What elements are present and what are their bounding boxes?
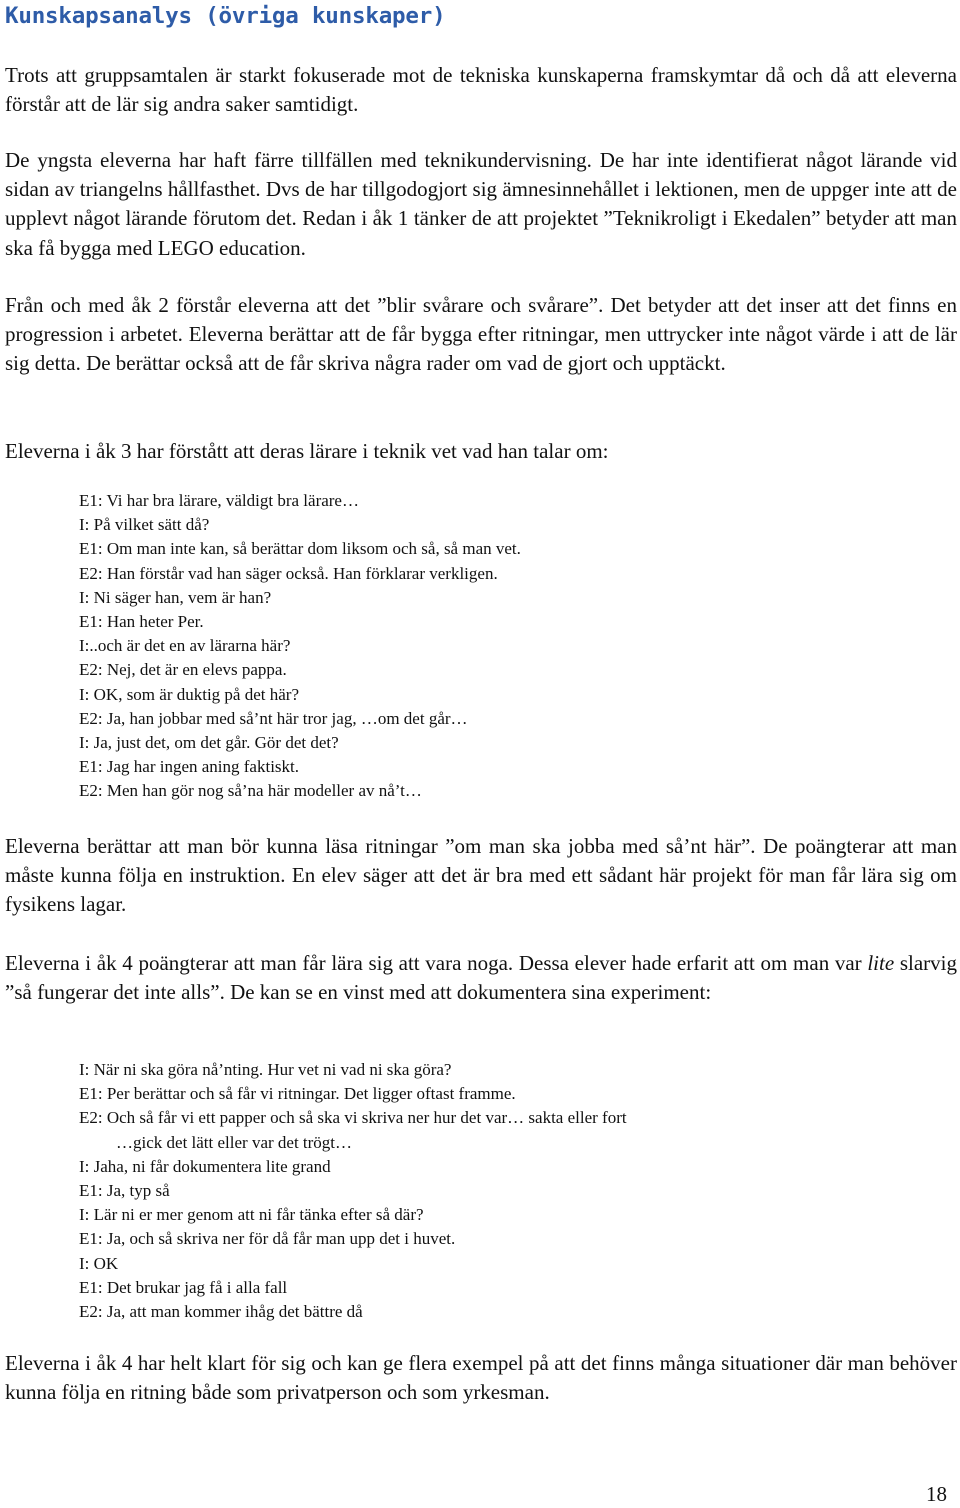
dialogue-line: I: När ni ska göra nå’nting. Hur vet ni vad ni ska göra? <box>79 1060 452 1079</box>
dialogue-line: I:..och är det en av lärarna här? <box>79 636 291 656</box>
dialogue-line: I: Ni säger han, vem är han? <box>79 587 272 607</box>
dialogue-line: I: Lär ni er mer genom att ni får tänka efter så där? <box>79 1205 424 1225</box>
dialogue-line: E2: Ja, att man kommer ihåg det bättre då <box>79 1302 363 1322</box>
dialogue-line: E1: Ja, typ så <box>79 1181 170 1201</box>
dialogue-line: E1: Vi har bra lärare, väldigt bra lärare… <box>79 491 359 510</box>
paragraph-grade-2: Från och med åk 2 förstår eleverna att det ”blir svårare och svårare”. Det betyder att det inser att det finns en progression i arbetet. Eleverna berättar att de får bygga efter ritningar, men uttrycker inte något värde i att de lär sig detta. De berättar också att de får skriva några rader om vad de gjort och upptäckt. <box>5 293 957 376</box>
dialogue-line: E2: Och så får vi ett papper och så ska vi skriva ner hur det var… sakta eller fort <box>79 1108 627 1128</box>
dialogue-line: I: Jaha, ni får dokumentera lite grand <box>79 1156 331 1176</box>
dialogue-line: E1: Per berättar och så får vi ritningar. Det ligger oftast framme. <box>79 1084 516 1104</box>
interview-excerpt-grade-3 <box>79 489 521 804</box>
section-heading: Kunskapsanalys (övriga kunskaper) <box>5 3 446 29</box>
paragraph-grade-3-drawings: Eleverna berättar att man bör kunna läsa ritningar ”om man ska jobba med så’nt här”. De poängterar att man måste kunna följa en instruktion. En elev säger att det är bra med ett sådant här projekt för man får lära sig om fysikens lagar. <box>5 834 957 917</box>
dialogue-line: I: OK, som är duktig på det här? <box>79 684 299 704</box>
paragraph-grade-4-text-a: Eleverna i åk 4 poängterar att man får lära sig att vara noga. Dessa elever hade erfarit att om man var <box>5 951 868 975</box>
page-number: 18 <box>926 1482 947 1506</box>
paragraph-grade-4-careful <box>5 949 957 1007</box>
dialogue-line: E1: Jag har ingen aning faktiskt. <box>79 757 300 777</box>
dialogue-line: I: På vilket sätt då? <box>79 515 210 535</box>
dialogue-line: E2: Han förstår vad han säger också. Han förklarar verkligen. <box>79 563 498 583</box>
dialogue-line: E2: Nej, det är en elevs pappa. <box>79 660 287 680</box>
dialogue-line: …gick det lätt eller var det trögt… <box>116 1132 353 1152</box>
emphasized-word: lite <box>867 951 895 975</box>
dialogue-line: I: OK <box>79 1253 119 1273</box>
paragraph-grade-4-conclusion: Eleverna i åk 4 har helt klart för sig och kan ge flera exempel på att det finns många situationer där man behöver kunna följa en ritning både som privatperson och som yrkesman. <box>5 1351 957 1405</box>
dialogue-line: E2: Ja, han jobbar med så’nt här tror jag, …om det går… <box>79 708 468 728</box>
dialogue-line: E1: Han heter Per. <box>79 612 204 632</box>
interview-excerpt-grade-4 <box>79 1058 627 1324</box>
dialogue-line: E1: Om man inte kan, så berättar dom liksom och så, så man vet. <box>79 539 521 559</box>
dialogue-line: E1: Ja, och så skriva ner för då får man upp det i huvet. <box>79 1229 456 1249</box>
dialogue-line: I: Ja, just det, om det går. Gör det det? <box>79 733 339 753</box>
dialogue-line: E2: Men han gör nog så’na här modeller av nå’t… <box>79 781 422 801</box>
paragraph-youngest-pupils: De yngsta eleverna har haft färre tillfällen med teknikundervisning. De har inte identifierat något lärande vid sidan av triangelns hållfasthet. Dvs de har tillgodogjort sig ämnesinnehållet i lektionen, men de uppger inte att de upplevt något lärande förutom det. Redan i åk 1 tänker de att projektet ”Teknikroligt i Ekedalen” betyder att man ska få bygga med LEGO education. <box>5 148 957 260</box>
paragraph-grade-4-text-b: slarvig ”så fungerar det inte alls”. De kan se en vinst med att dokumentera sina experiment: <box>5 951 957 1005</box>
dialogue-line: E1: Det brukar jag få i alla fall <box>79 1277 288 1297</box>
paragraph-grade-3-intro: Eleverna i åk 3 har förstått att deras lärare i teknik vet vad han talar om: <box>5 439 609 463</box>
paragraph-intro: Trots att gruppsamtalen är starkt fokuserade mot de tekniska kunskaperna framskymtar då och då att eleverna förstår att de lär sig andra saker samtidigt. <box>5 63 957 117</box>
